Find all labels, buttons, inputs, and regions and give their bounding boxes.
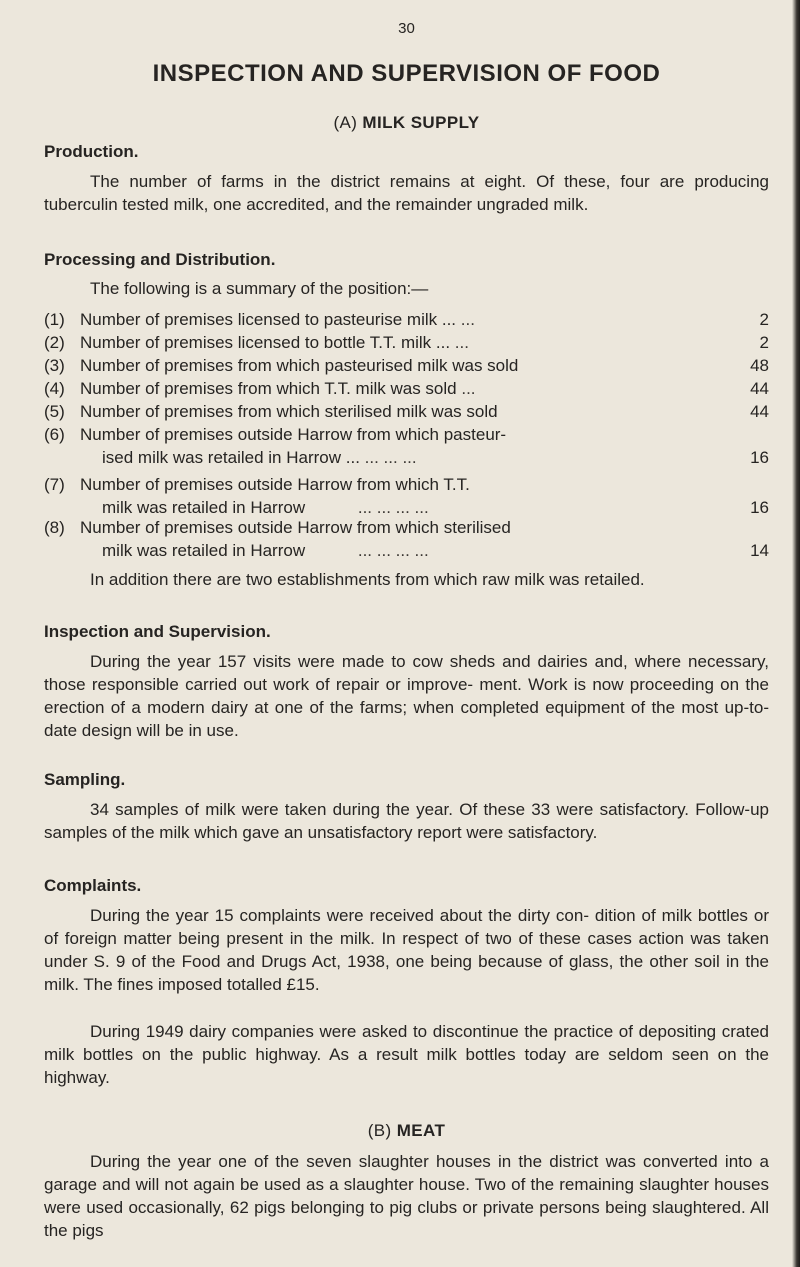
section-b-prefix: (B) xyxy=(367,1121,397,1140)
item-number: (4) xyxy=(44,379,65,398)
item-number: (5) xyxy=(44,402,65,421)
item-number: (1) xyxy=(44,310,65,329)
item-value: 44 xyxy=(750,402,769,421)
production-text: The number of farms in the district remains at eight. Of these, four are producing tuberculin tested milk, one accredited, and the remainder ungraded milk. xyxy=(44,172,769,214)
page-title: INSPECTION AND SUPERVISION OF FOOD xyxy=(152,60,661,87)
item-number: (2) xyxy=(44,333,65,352)
page-edge-shadow xyxy=(792,0,800,1267)
page-number: 30 xyxy=(398,20,415,37)
item-text: Number of premises outside Harrow from which T.T. xyxy=(80,475,470,494)
item-text: Number of premises from which sterilised milk was sold xyxy=(80,402,498,421)
item-text: Number of premises licensed to pasteurise milk ... ... xyxy=(80,310,475,329)
item-text: Number of premises licensed to bottle T.T. milk ... ... xyxy=(80,333,469,352)
item-text-continued: milk was retailed in Harrow ... ... ... ... xyxy=(102,541,429,560)
production-heading: Production. xyxy=(44,142,139,161)
summary-item xyxy=(44,474,769,518)
complaints-text-2: During 1949 dairy companies were asked to discontinue the practice of depositing crated milk bottles on the public highway. As a result milk bottles today are seldom seen on the highway. xyxy=(44,1022,769,1087)
processing-intro: The following is a summary of the position:— xyxy=(90,279,429,298)
item-number: (3) xyxy=(44,356,65,375)
item-text-continued: ised milk was retailed in Harrow ... ... ... ... xyxy=(102,448,417,467)
item-value: 16 xyxy=(750,498,769,517)
item-number: (7) xyxy=(44,475,65,494)
summary-item xyxy=(44,517,769,561)
summary-item xyxy=(44,424,769,468)
item-value: 2 xyxy=(759,310,769,329)
section-b-label: MEAT xyxy=(396,1121,446,1140)
complaints-heading: Complaints. xyxy=(44,876,142,895)
item-value: 44 xyxy=(750,379,769,398)
sampling-heading: Sampling. xyxy=(44,770,126,789)
section-a-label: MILK SUPPLY xyxy=(362,113,480,132)
section-a-title xyxy=(44,113,769,133)
meat-text: During the year one of the seven slaughter houses in the district was converted into a garage and will not again be used as a slaughter house. Two of the remaining slaughter houses were used occasionally, 62 pigs belonging to pig clubs or private persons being slaughtered. All the pigs xyxy=(44,1152,769,1240)
item-number: (6) xyxy=(44,425,65,444)
section-a-prefix: (A) xyxy=(333,113,363,132)
item-text: Number of premises outside Harrow from which pasteur- xyxy=(80,425,507,444)
processing-heading: Processing and Distribution. xyxy=(44,250,276,269)
item-value: 2 xyxy=(759,333,769,352)
sampling-text: 34 samples of milk were taken during the year. Of these 33 were satisfactory. Follow-up samples of the milk which gave an unsatisfactory report were satisfactory. xyxy=(44,800,769,842)
item-value: 48 xyxy=(750,356,769,375)
item-text-continued: milk was retailed in Harrow ... ... ... ... xyxy=(102,498,429,517)
item-value: 16 xyxy=(750,448,769,467)
processing-addition: In addition there are two establishments from which raw milk was retailed. xyxy=(90,570,645,589)
section-b-title xyxy=(44,1121,769,1141)
item-text: Number of premises from which pasteurised milk was sold xyxy=(80,356,519,375)
inspection-text: During the year 157 visits were made to cow sheds and dairies and, where necessary, those responsible carried out work of repair or improve- ment. Work is now proceeding on the erection of a modern dairy at one of the farms; when completed equipment of the most up-to-date design will be in use. xyxy=(44,652,769,740)
inspection-heading: Inspection and Supervision. xyxy=(44,622,271,641)
item-number: (8) xyxy=(44,518,65,537)
item-text: Number of premises outside Harrow from which sterilised xyxy=(80,518,511,537)
complaints-text-1: During the year 15 complaints were received about the dirty con- dition of milk bottles or of foreign matter being present in the milk. In respect of two of these cases action was taken under S. 9 of the Food and Drugs Act, 1938, one being because of glass, the other soil in the milk. The fines imposed totalled £15. xyxy=(44,906,769,994)
item-value: 14 xyxy=(750,541,769,560)
item-text: Number of premises from which T.T. milk was sold ... xyxy=(80,379,476,398)
